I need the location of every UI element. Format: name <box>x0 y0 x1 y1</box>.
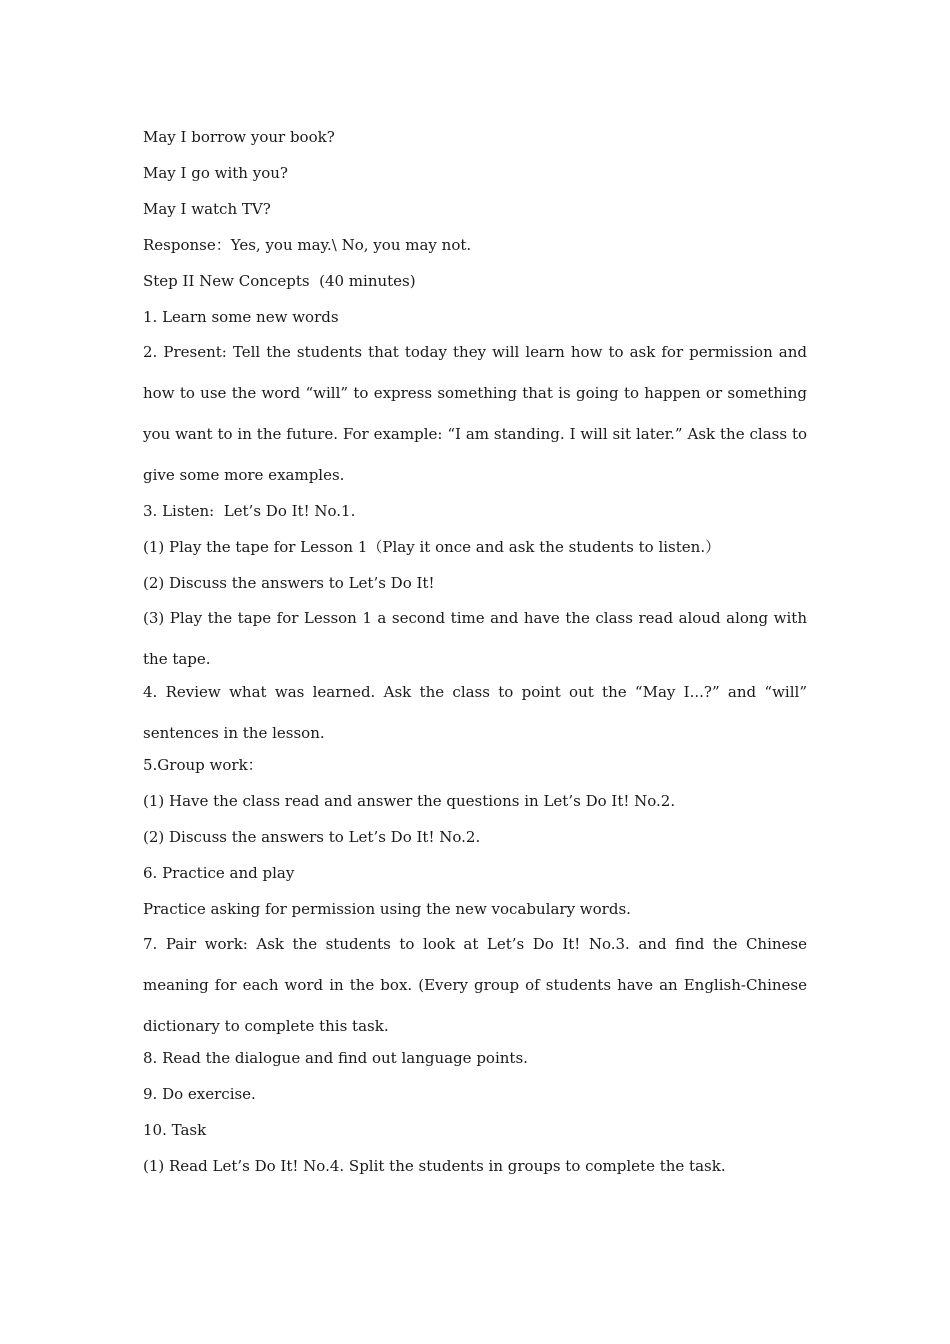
text-line: (2) Discuss the answers to Let’s Do It! <box>143 574 435 592</box>
section-heading: Step II New Concepts (40 minutes) <box>143 272 416 290</box>
text-line: (1) Play the tape for Lesson 1（Play it once and ask the students to listen.） <box>143 538 721 556</box>
text-line: Response：Yes, you may.\ No, you may not. <box>143 236 472 254</box>
paragraph-listen-3: (3) Play the tape for Lesson 1 a second time and have the class read aloud along with the tape. <box>143 609 807 668</box>
text-line: 1. Learn some new words <box>143 308 339 326</box>
text-line: (1) Read Let’s Do It! No.4. Split the students in groups to complete the task. <box>143 1157 726 1175</box>
text-line: (1) Have the class read and answer the questions in Let’s Do It! No.2. <box>143 792 676 810</box>
paragraph-present: 2. Present: Tell the students that today they will learn how to ask for permission and how to use the word “will” to express something that is going to happen or something you want to in the future. For example: “I am standing. I will sit later.” Ask the class to give some more examples. <box>143 343 807 484</box>
text-line: May I go with you? <box>143 164 288 182</box>
paragraph-pair-work: 7. Pair work: Ask the students to look at Let’s Do It! No.3. and find the Chinese meaning for each word in the box. (Every group of students have an English-Chinese dictionary to complete this task. <box>143 935 807 1035</box>
text-line: 6. Practice and play <box>143 864 295 882</box>
lesson-plan-text <box>143 124 807 1189</box>
paragraph-review: 4. Review what was learned. Ask the class to point out the “May I...?” and “will” sentences in the lesson. <box>143 683 807 742</box>
text-line: May I borrow your book? <box>143 128 335 146</box>
text-line: 3. Listen: Let’s Do It! No.1. <box>143 502 356 520</box>
text-line: (2) Discuss the answers to Let’s Do It! No.2. <box>143 828 481 846</box>
text-line: May I watch TV? <box>143 200 271 218</box>
text-line: 8. Read the dialogue and find out language points. <box>143 1049 528 1067</box>
text-line: 9. Do exercise. <box>143 1085 256 1103</box>
text-line: Practice asking for permission using the new vocabulary words. <box>143 900 631 918</box>
text-line: 10. Task <box>143 1121 207 1139</box>
text-line: 5.Group work： <box>143 756 263 774</box>
